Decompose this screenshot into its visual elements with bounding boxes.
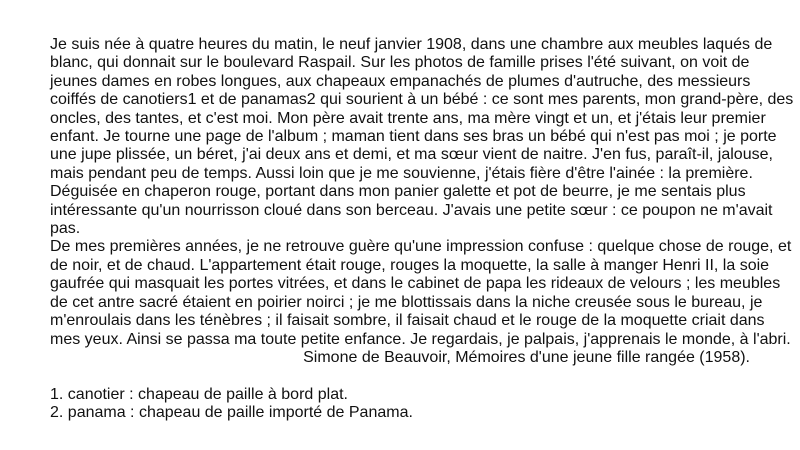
document-text	[50, 36, 794, 423]
text-line: une jupe plissée, un béret, j'ai deux ans et demi, et ma sœur vient de naitre. J'en fus, paraît-il, jalouse,	[50, 146, 773, 164]
text-line: Déguisée en chaperon rouge, portant dans mon panier galette et pot de beurre, je me sentais plus	[50, 183, 746, 201]
text-line: De mes premières années, je ne retrouve guère qu'une impression confuse : quelque chose de rouge, et	[50, 238, 792, 256]
footnote: 1. canotier : chapeau de paille à bord plat.	[50, 385, 348, 403]
text-line: coiffés de canotiers1 et de panamas2 qui sourient à un bébé : ce sont mes parents, mon grand-père, des	[50, 91, 794, 109]
blank-line	[50, 367, 750, 385]
source-attribution: Simone de Beauvoir, Mémoires d'une jeune fille rangée (1958).	[303, 348, 750, 366]
text-line: mais pendant peu de temps. Aussi loin que je me souvienne, j'étais fière d'être l'ainée : la première.	[50, 164, 753, 182]
text-line: mes yeux. Ainsi se passa ma toute petite enfance. Je regardais, je palpais, j'apprenais le monde, à l'abri.	[50, 330, 791, 348]
text-line: de noir, et de chaud. L'appartement était rouge, rouges la moquette, la salle à manger Henri II, la soie	[50, 256, 770, 274]
text-line: de cet antre sacré étaient en poirier noirci ; je me blottissais dans la niche creusée sous le bureau, je	[50, 293, 763, 311]
paragraph-2	[50, 238, 792, 348]
footnotes	[50, 386, 750, 423]
text-line: intéressante qu'un nourrisson cloué dans son berceau. J'avais une petite sœur : ce poupon ne m'avait	[50, 201, 773, 219]
text-line: jeunes dames en robes longues, aux chapeaux empanachés de plumes d'autruche, des messieurs	[50, 72, 751, 90]
text-line: m'enroulais dans les ténèbres ; il faisait sombre, il faisait chaud et le rouge de la moquette criait dans	[50, 312, 765, 330]
text-line: pas.	[50, 220, 81, 238]
paragraph-1	[50, 36, 794, 238]
text-line: Je suis née à quatre heures du matin, le neuf janvier 1908, dans une chambre aux meubles laqués de	[50, 36, 773, 53]
text-line: blanc, qui donnait sur le boulevard Raspail. Sur les photos de famille prises l'été suivant, on voit de	[50, 54, 750, 72]
text-line: enfant. Je tourne une page de l'album ; maman tient dans ses bras un bébé qui n'est pas moi ; je porte	[50, 128, 777, 146]
text-line: gaufrée qui masquait les portes vitrées, et dans le cabinet de papa les rideaux de velours ; les meubles	[50, 275, 781, 293]
footnote: 2. panama : chapeau de paille importé de Panama.	[50, 404, 413, 422]
text-line: oncles, des tantes, et c'est moi. Mon père avait trente ans, ma mère vingt et un, et j'étais leur premier	[50, 109, 766, 127]
